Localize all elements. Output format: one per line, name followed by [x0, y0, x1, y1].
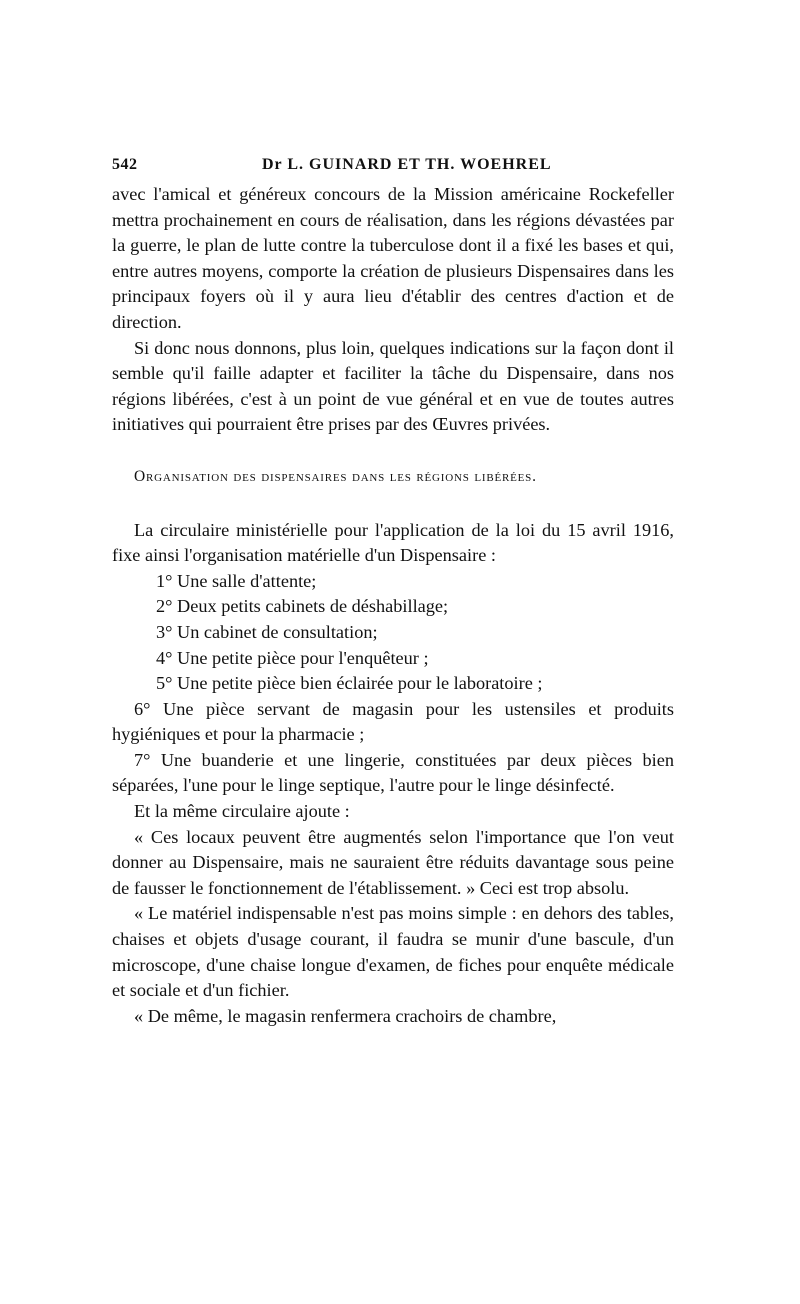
intro-continuation-paragraph: avec l'amical et généreux concours de la Mission américaine Rockefeller mettra prochainement en cours de réalisation, dans les régions dévastées par la guerre, le plan de lutte contre la tuberculose dont il a fixé les bases et qui, entre autres moyens, comporte la création de plusieurs Dispensaires dans les principaux foyers où il y aura lieu d'établir des centres d'action et de direction. [112, 184, 674, 332]
quote-paragraph-3: « De même, le magasin renfermera crachoirs de chambre, [134, 1005, 557, 1026]
list-item-2: 2° Deux petits cabinets de déshabillage; [156, 596, 449, 617]
section-heading: Organisation des dispensaires dans les régions libérées. [134, 467, 537, 485]
list-item-5: 5° Une petite pièce bien éclairée pour le laboratoire ; [156, 673, 543, 694]
list-item-4: 4° Une petite pièce pour l'enquêteur ; [156, 647, 429, 668]
running-title: Dr L. GUINARD ET TH. WOEHREL [262, 156, 552, 173]
list-item-6: 6° Une pièce servant de magasin pour les ustensiles et produits hygiéniques et pour la pharmacie ; [112, 698, 674, 745]
intro-second-paragraph: Si donc nous donnons, plus loin, quelques indications sur la façon dont il semble qu'il faille adapter et faciliter la tâche du Dispensaire, dans nos régions libérées, c'est à un point de vue général et en vue de toutes autres initiatives qui pourraient être prises par des Œuvres privées. [112, 337, 674, 435]
list-item-7: 7° Une buanderie et une lingerie, constituées par deux pièces bien séparées, l'une pour le linge septique, l'autre pour le linge désinfecté. [112, 749, 674, 796]
book-page [112, 152, 674, 1029]
quote-paragraph-2: « Le matériel indispensable n'est pas moins simple : en dehors des tables, chaises et objets d'usage courant, il faudra se munir d'une bascule, d'un microscope, d'une chaise longue d'examen, de fiches pour enquête médicale et sociale et d'un fichier. [112, 903, 674, 1001]
list-item-3: 3° Un cabinet de consultation; [156, 621, 378, 642]
circular-lead-paragraph: La circulaire ministérielle pour l'application de la loi du 15 avril 1916, fixe ainsi l'organisation matérielle d'un Dispensaire : [112, 519, 674, 566]
page-number: 542 [112, 156, 138, 173]
body-text [112, 182, 674, 1029]
list-item-1: 1° Une salle d'attente; [156, 570, 317, 591]
running-head [112, 152, 674, 182]
quote-paragraph-1: « Ces locaux peuvent être augmentés selon l'importance que l'on veut donner au Dispensaire, mais ne sauraient être réduits davantage sous peine de fausser le fonctionnement de l'établissement. » Ceci est trop absolu. [112, 826, 674, 898]
circular-addition: Et la même circulaire ajoute : [134, 801, 350, 822]
